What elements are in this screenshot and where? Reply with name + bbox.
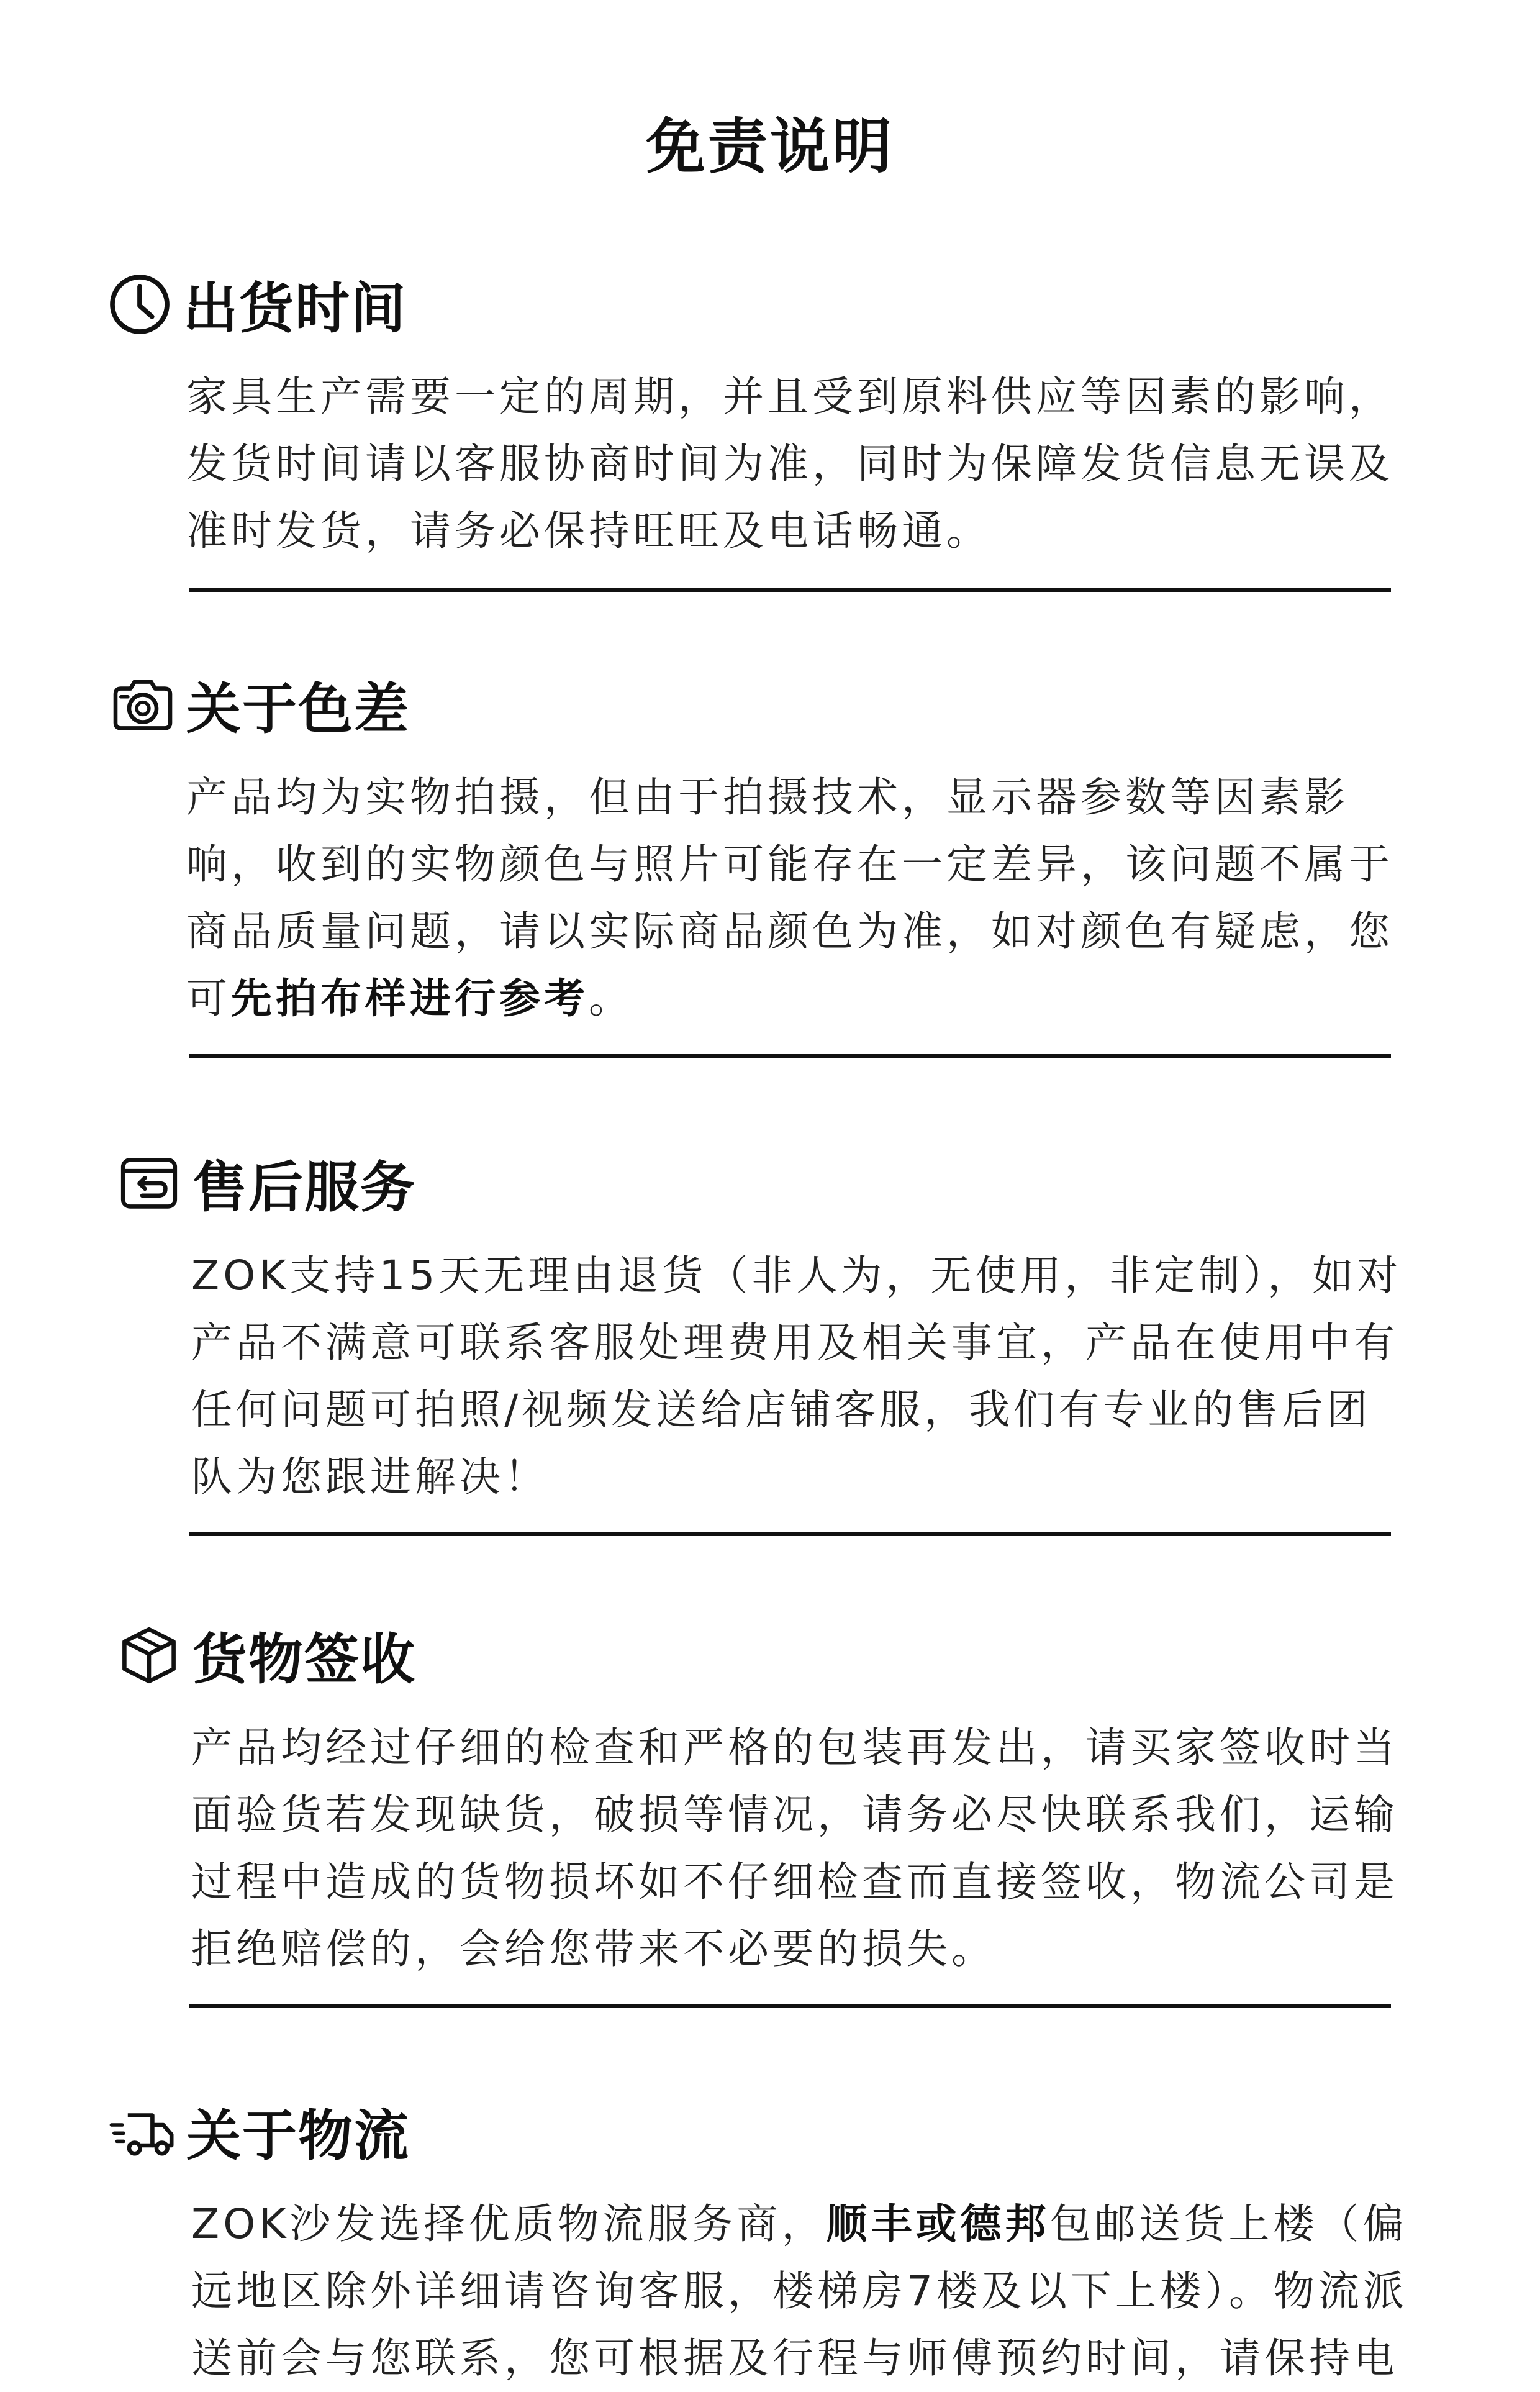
page-title: 免责说明 xyxy=(646,112,894,181)
divider xyxy=(189,588,1391,592)
section-header xyxy=(112,1618,416,1693)
body-text-end: 包邮送货上楼（偏远地区除外详细请咨询客服，楼梯房7楼及以下上楼）。物流派送前会与您联系，您可根据及行程与师傅预约时间，请保持电 xyxy=(191,2200,1408,2382)
section-header xyxy=(112,1146,416,1221)
section-title: 关于物流 xyxy=(186,2104,410,2168)
divider xyxy=(189,2004,1391,2008)
section-title: 货物签收 xyxy=(192,1627,417,1691)
divider xyxy=(189,1054,1391,1058)
section-title: 出货时间 xyxy=(183,276,407,340)
section-title: 关于色差 xyxy=(186,677,410,741)
delivery-truck-icon xyxy=(106,2094,180,2169)
section-body xyxy=(186,764,1403,1032)
clock-icon xyxy=(102,267,177,342)
return-icon xyxy=(112,1146,186,1221)
section-header xyxy=(106,2094,410,2169)
section-title: 售后服务 xyxy=(192,1155,417,1219)
section-body: ZOK支持15天无理由退货（非人为，无使用，非定制），如对产品不满意可联系客服处理费用及相关事宜，产品在使用中有任何问题可拍照/视频发送给店铺客服，我们有专业的售后团队为您跟进解决！ xyxy=(191,1252,1402,1501)
section-body: 家具生产需要一定的周期，并且受到原料供应等因素的影响，发货时间请以客服协商时间为准，同时为保障发货信息无误及准时发货，请务必保持旺旺及电话畅通。 xyxy=(186,373,1393,555)
body-emphasis: 先拍布样进行参考 xyxy=(231,975,589,1022)
section-header xyxy=(106,668,410,742)
section-header xyxy=(102,267,407,342)
body-text: ZOK沙发选择优质物流服务商， xyxy=(191,2200,827,2248)
camera-icon xyxy=(106,668,180,742)
section-body xyxy=(191,2191,1408,2392)
body-emphasis: 顺丰或德邦 xyxy=(826,2200,1050,2248)
package-icon xyxy=(112,1618,186,1693)
section-body: 产品均经过仔细的检查和严格的包装再发出，请买家签收时当面验货若发现缺货，破损等情况，请务必尽快联系我们，运输过程中造成的货物损坏如不仔细检查而直接签收，物流公司是拒绝赔偿的，会给您带来不必要的损失。 xyxy=(191,1724,1398,1973)
body-text-end: 。 xyxy=(589,975,633,1022)
divider xyxy=(189,1532,1391,1536)
body-text: 产品均为实物拍摄，但由于拍摄技术，显示器参数等因素影响，收到的实物颜色与照片可能存在一定差异，该问题不属于商品质量问题，请以实际商品颜色为准，如对颜色有疑虑，您可 xyxy=(186,773,1393,1022)
